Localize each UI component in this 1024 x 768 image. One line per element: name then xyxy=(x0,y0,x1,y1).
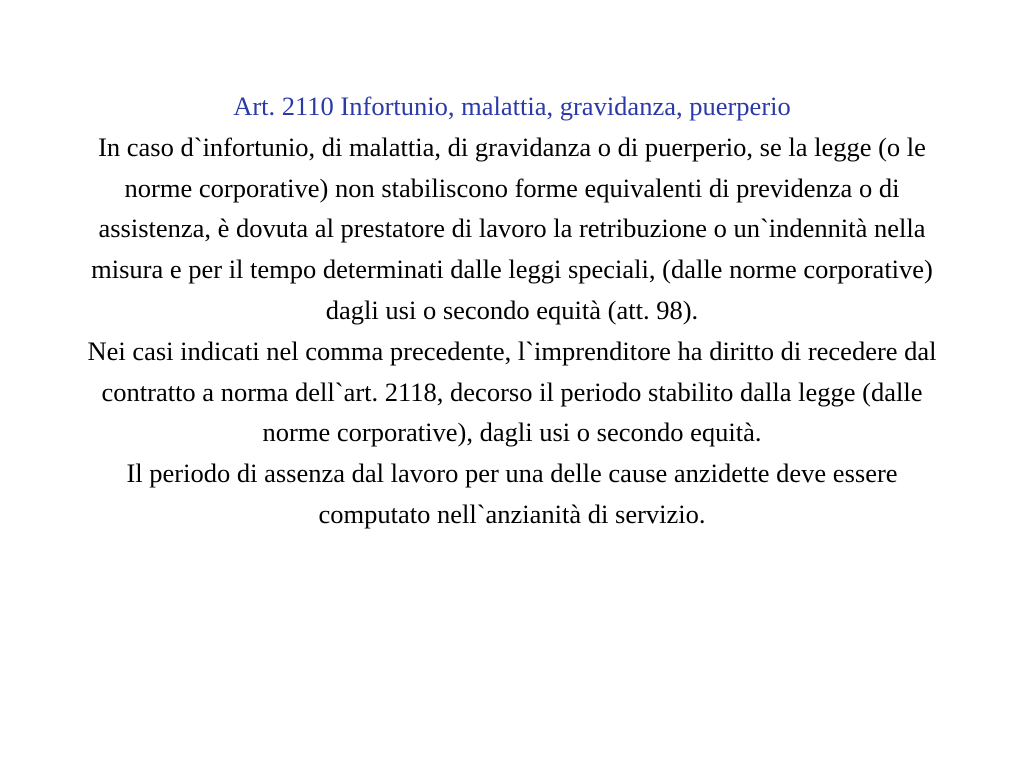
article-text-block xyxy=(72,86,952,535)
paragraph-3: Il periodo di assenza dal lavoro per una delle cause anzidette deve essere computato nell`anzianità di servizio. xyxy=(126,458,898,529)
paragraph-1: In caso d`infortunio, di malattia, di gravidanza o di puerperio, se la legge (o le norme corporative) non stabiliscono forme equivalenti di previdenza o di assistenza, è dovuta al prestatore di lavoro la retribuzione o un`indennità nella misura e per il tempo determinati dalle leggi speciali, (dalle norme corporative) dagli usi o secondo equità (att. 98). xyxy=(91,131,933,325)
article-title: Art. 2110 Infortunio, malattia, gravidanza, puerperio xyxy=(233,91,791,121)
paragraph-2: Nei casi indicati nel comma precedente, l`imprenditore ha diritto di recedere dal contratto a norma dell`art. 2118, decorso il periodo stabilito dalla legge (dalle norme corporative), dagli usi o secondo equità. xyxy=(87,335,937,448)
